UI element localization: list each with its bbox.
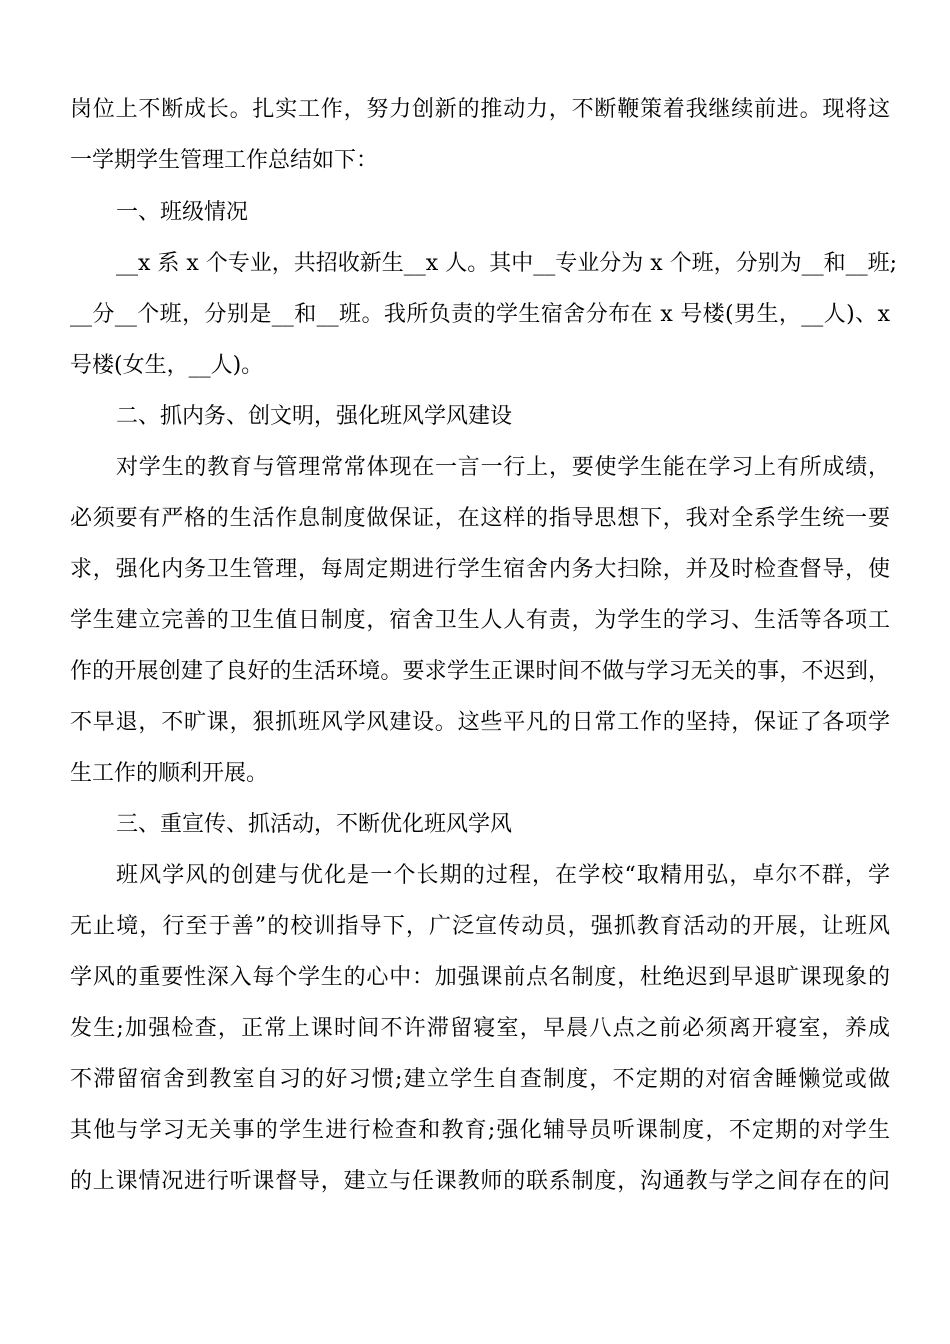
text-line: 不早退，不旷课，狠抓班风学风建设。这些平凡的日常工作的坚持，保证了各项学 <box>70 710 890 735</box>
text-line: 作的开展创建了良好的生活环境。要求学生正课时间不做与学习无关的事，不迟到， <box>70 659 890 684</box>
text-line: 求，强化内务卫生管理，每周定期进行学生宿舍内务大扫除，并及时检查督导，使 <box>70 557 890 582</box>
section-heading-1: 一、班级情况 <box>116 200 249 225</box>
text-line: 学风的重要性深入每个学生的心中：加强课前点名制度，杜绝迟到早退旷课现象的 <box>70 965 890 990</box>
section-heading-3: 三、重宣传、抓活动，不断优化班风学风 <box>116 812 513 837</box>
text-line: 其他与学习无关事的学生进行检查和教育;强化辅导员听课制度，不定期的对学生 <box>70 1118 890 1143</box>
text-line: __x 系 x 个专业，共招收新生__x 人。其中__专业分为 x 个班，分别为__和__班; <box>116 251 898 276</box>
text-line: 生工作的顺利开展。 <box>70 761 269 786</box>
text-line: 发生;加强检查，正常上课时间不许滞留寝室，早晨八点之前必须离开寝室，养成 <box>70 1016 890 1041</box>
text-line: 岗位上不断成长。扎实工作，努力创新的推动力，不断鞭策着我继续前进。现将这 <box>70 97 890 122</box>
text-line: 不滞留宿舍到教室自习的好习惯;建立学生自查制度，不定期的对宿舍睡懒觉或做 <box>70 1067 890 1092</box>
text-line: 一学期学生管理工作总结如下： <box>70 148 379 173</box>
text-line: 无止境，行至于善”的校训指导下，广泛宣传动员，强抓教育活动的开展，让班风 <box>70 914 890 939</box>
text-line: 班风学风的创建与优化是一个长期的过程，在学校“取精用弘，卓尔不群，学 <box>116 863 890 888</box>
text-line: __分__个班，分别是__和__班。我所负责的学生宿舍分布在 x 号楼(男生，__人)、x <box>70 302 890 327</box>
text-line: 学生建立完善的卫生值日制度，宿舍卫生人人有责，为学生的学习、生活等各项工 <box>70 608 890 633</box>
text-line: 对学生的教育与管理常常体现在一言一行上，要使学生能在学习上有所成绩， <box>116 455 890 480</box>
text-line: 号楼(女生，__人)。 <box>70 353 264 378</box>
text-line: 必须要有严格的生活作息制度做保证，在这样的指导思想下，我对全系学生统一要 <box>70 506 890 531</box>
section-heading-2: 二、抓内务、创文明，强化班风学风建设 <box>116 404 513 429</box>
text-line: 的上课情况进行听课督导，建立与任课教师的联系制度，沟通教与学之间存在的问 <box>70 1169 890 1194</box>
